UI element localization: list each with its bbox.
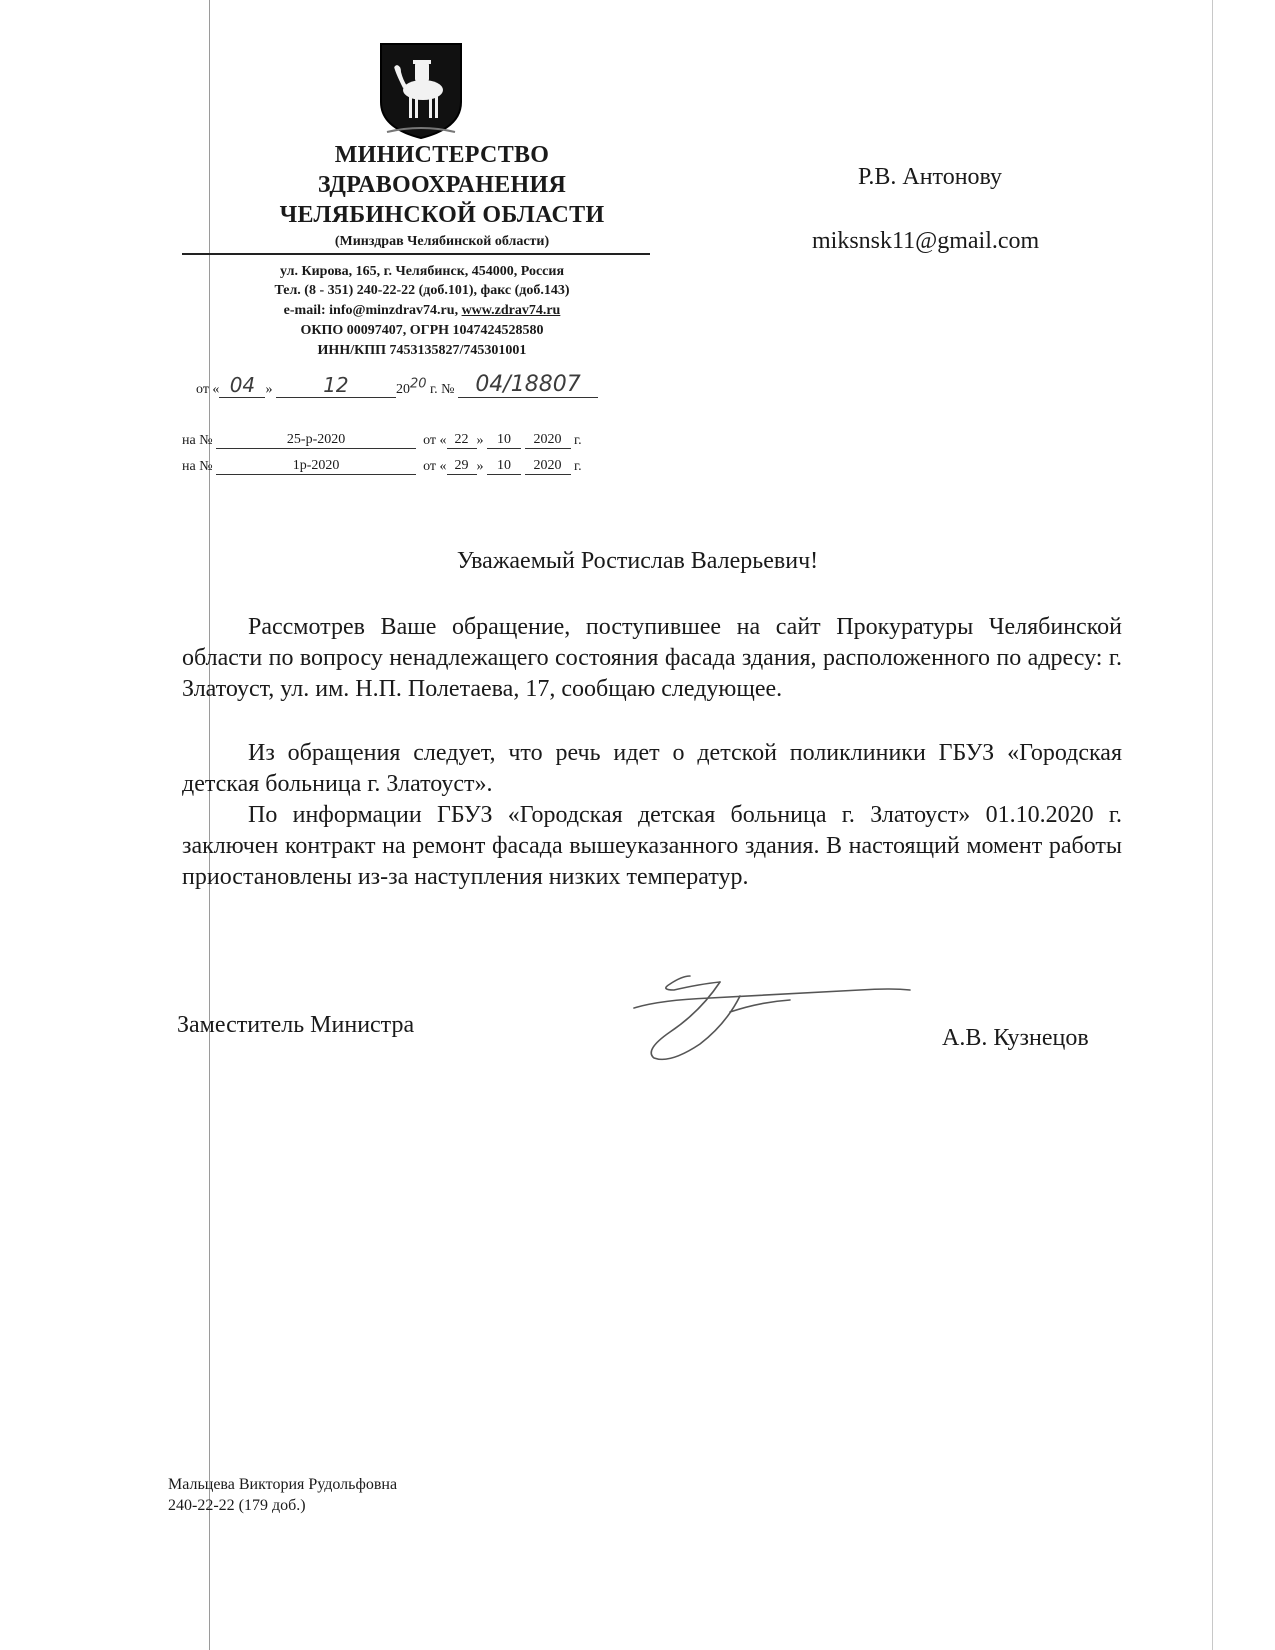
body-paragraph: По информации ГБУЗ «Городская детская больница г. Златоуст» 01.10.2020 г. заключен контракт на ремонт фасада вышеуказанного здания. В настоящий момент работы приостановлены из-за наступления низких температур. — [182, 802, 1122, 890]
org-contacts — [222, 303, 622, 319]
handwritten-signature — [630, 972, 920, 1064]
org-name-line-2: ЗДРАВООХРАНЕНИЯ — [317, 172, 567, 198]
executor-name: Мальцева Виктория Рудольфовна — [168, 1476, 398, 1493]
email-separator: , — [454, 303, 462, 318]
email-prefix: e-mail: — [283, 303, 330, 318]
reg-quote-close: » — [265, 382, 273, 397]
body-paragraph: Рассмотрев Ваше обращение, поступившее на сайт Прокуратуры Челябинской области по вопросу ненадлежащего состояния фасада здания, расположенного по адресу: г. Златоуст, ул. им. Н.П. Полетаева, 17, сообщаю следующее. — [182, 614, 1122, 702]
org-email-link[interactable]: info@minzdrav74.ru — [329, 303, 455, 318]
org-address: ул. Кирова, 165, г. Челябинск, 454000, Россия — [279, 264, 565, 279]
ref-number: 25-р-2020 — [216, 432, 416, 449]
ref-label: на № — [182, 433, 213, 448]
org-inn: ИНН/КПП 7453135827/745301001 — [317, 343, 527, 358]
letterhead-divider — [182, 253, 650, 255]
signatory-title: Заместитель Министра — [177, 1012, 415, 1038]
reg-number: 04/18807 — [458, 372, 598, 398]
reg-year-suffix: 20 — [409, 376, 427, 392]
addressee-name: Р.В. Антонову — [858, 164, 1003, 190]
reg-month: 12 — [276, 373, 396, 398]
ref-from: от « — [423, 459, 447, 474]
ref-year: 2020 — [525, 458, 571, 475]
coat-of-arms-emblem — [377, 40, 465, 140]
ref-label: на № — [182, 459, 213, 474]
signatory-name: А.В. Кузнецов — [942, 1025, 1089, 1051]
ref-year: 2020 — [525, 432, 571, 449]
ref-close: » — [476, 433, 484, 448]
ref-number: 1р-2020 — [216, 458, 416, 475]
reference-row — [182, 432, 582, 449]
ref-g: г. — [574, 433, 582, 448]
org-name-line-3: ЧЕЛЯБИНСКОЙ ОБЛАСТИ — [279, 202, 605, 228]
addressee-email[interactable]: miksnsk11@gmail.com — [812, 228, 1040, 254]
executor-phone: 240-22-22 (179 доб.) — [168, 1497, 306, 1514]
reg-year-prefix: 20 — [395, 382, 410, 397]
ref-month: 10 — [487, 458, 521, 475]
org-website-link[interactable]: www.zdrav74.ru — [461, 303, 561, 318]
org-okpo: ОКПО 00097407, ОГРН 1047424528580 — [300, 323, 544, 338]
scan-edge-line — [1212, 0, 1213, 1650]
ref-from: от « — [423, 433, 447, 448]
org-phone: Тел. (8 - 351) 240-22-22 (доб.101), факс (доб.143) — [274, 283, 570, 298]
ref-day: 29 — [447, 458, 477, 475]
salutation: Уважаемый Ростислав Валерьевич! — [456, 548, 819, 574]
org-short-name: (Минздрав Челябинской области) — [334, 234, 550, 249]
ref-close: » — [476, 459, 484, 474]
body-paragraph: Из обращения следует, что речь идет о детской поликлиники ГБУЗ «Городская детская больница г. Златоуст». — [182, 740, 1122, 797]
reference-row — [182, 458, 582, 475]
ref-day: 22 — [447, 432, 477, 449]
reg-g-no: г. № — [429, 382, 455, 397]
ref-month: 10 — [487, 432, 521, 449]
registration-line — [196, 372, 598, 398]
ref-g: г. — [574, 459, 582, 474]
reg-day: 04 — [219, 373, 265, 398]
reg-from-label: от « — [196, 382, 220, 397]
org-name-line-1: МИНИСТЕРСТВО — [334, 142, 550, 168]
